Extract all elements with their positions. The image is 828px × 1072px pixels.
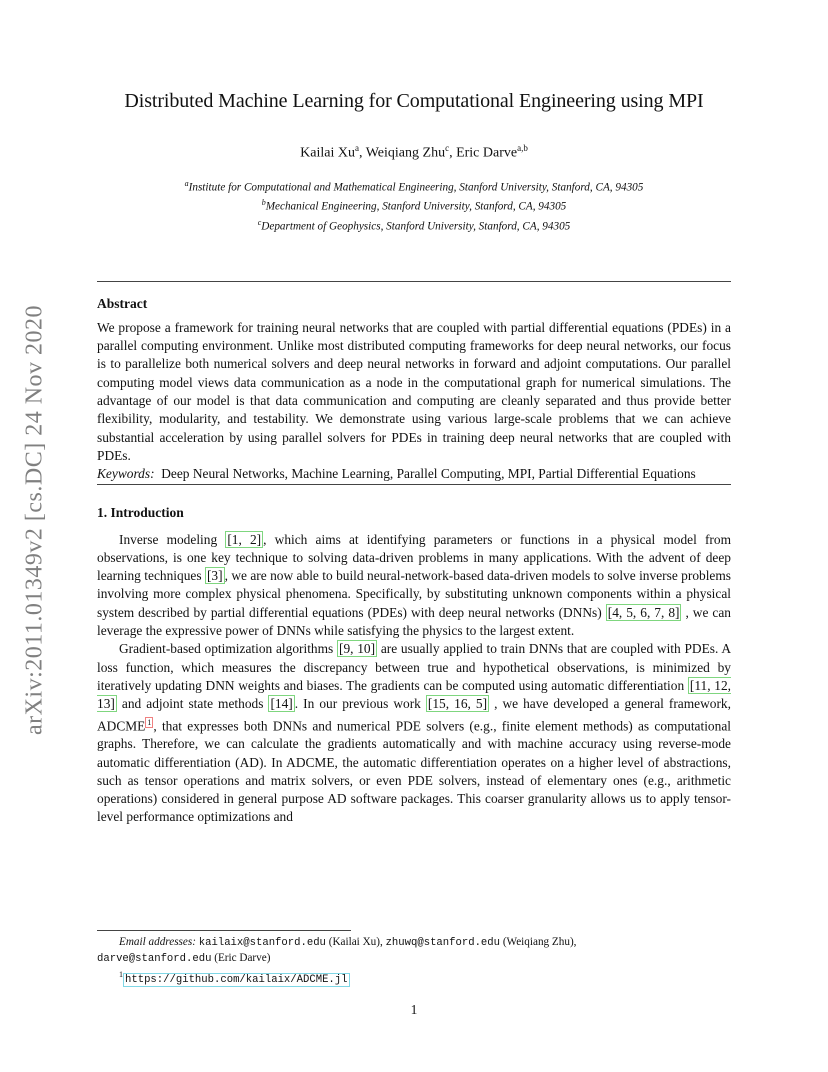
url-footnote bbox=[97, 967, 731, 988]
author-name: Weiqiang Zhu bbox=[365, 145, 446, 161]
email-link[interactable]: darve@stanford.edu bbox=[97, 953, 212, 965]
arxiv-identifier: arXiv:2011.01349v2 [cs.DC] 24 Nov 2020 bbox=[21, 304, 48, 736]
citation-link[interactable]: [14] bbox=[270, 696, 293, 712]
footnote-link[interactable]: 1 bbox=[147, 717, 152, 727]
page-number: 1 bbox=[410, 1002, 418, 1017]
footnote-rule bbox=[97, 930, 351, 931]
email-link[interactable]: kailaix@stanford.edu bbox=[198, 937, 326, 949]
keywords-text: Deep Neural Networks, Machine Learning, Parallel Computing, MPI, Partial Differential Equations bbox=[161, 466, 696, 482]
abstract-box bbox=[97, 281, 731, 485]
affiliation-c: $^c$Department of Geophysics, Stanford University, Stanford, CA, 94305 bbox=[257, 218, 571, 233]
abstract-text: We propose a framework for training neural networks that are coupled with partial differential equations (PDEs) in a parallel computing environment. Unlike most distributed computing frameworks for deep neural networks, our focus is to parallelize both numerical solvers and deep neural networks in forward and adjoint computations. Our parallel computing model views data communication as a node in the computational graph for numerical simulations. The advantage of our model is that data communication and computing are cleanly separated and thus provide better flexibility, modularity, and testability. We demonstrate using various large-scale problems that we can achieve substantial acceleration by using parallel solvers for PDEs in training deep neural networks that are coupled with PDEs. bbox=[97, 319, 731, 463]
author-list: Kailai Xu$^a$, Weiqiang Zhu$^c$, Eric Darve$^{a,b}$ bbox=[300, 143, 528, 161]
author-sup: a bbox=[354, 143, 359, 153]
citation-link[interactable]: [11, 12, 13] bbox=[97, 677, 731, 712]
abstract-top-rule bbox=[97, 281, 731, 282]
affiliation-b: $^b$Mechanical Engineering, Stanford University, Stanford, CA, 94305 bbox=[261, 198, 567, 214]
author-sup: a,b bbox=[517, 143, 528, 153]
author-name: Eric Darve bbox=[456, 145, 518, 161]
email-link[interactable]: zhuwq@stanford.edu bbox=[385, 937, 501, 949]
citation-link[interactable]: [1, 2] bbox=[227, 531, 262, 547]
affiliation-a: $^a$Institute for Computational and Mathematical Engineering, Stanford University, Stanford, CA, 94305 bbox=[184, 178, 644, 194]
footnotes bbox=[97, 930, 731, 988]
intro-paragraph-2: Gradient-based optimization algorithms [9, 10] are usually applied to train DNNs that are coupled with PDEs. A loss function, which measures the discrepancy between true and hypothetical observations, is minimized by iteratively updating DNN weights and biases. The gradients can be computed using automatic differentiation [11, 12, 13] and adjoint state methods [14] . In our previous work [15, 16, 5] , we have developed a general framework, ADCME $^1$ , that expresses both DNNs and numerical PDE solvers (e.g., finite element methods) as computational graphs. Therefore, we can calculate the gradients automatically and with machine accuracy using reverse-mode automatic differentiation (AD). In ADCME, the automatic differentiation operates on a higher level of abstractions, such as tensor operations and matrix solvers, or even PDE solvers, instead of elementary ones (e.g., arithmetic operations) considered in general purpose AD software packages. This coarser granularity allows us to apply tensor-level performance optimizations and bbox=[97, 641, 731, 825]
keywords bbox=[97, 465, 731, 483]
author-name: Kailai Xu bbox=[300, 145, 355, 161]
abstract-heading: Abstract bbox=[97, 295, 148, 311]
affiliations bbox=[97, 176, 731, 235]
citation-link[interactable]: [3] bbox=[206, 568, 223, 584]
citation-link[interactable]: [9, 10] bbox=[338, 641, 376, 657]
email-label: Email addresses: bbox=[119, 936, 196, 948]
paper-title: Distributed Machine Learning for Computational Engineering using MPI bbox=[124, 90, 704, 112]
keywords-label: Keywords: bbox=[97, 466, 155, 482]
footnote-number: 1 bbox=[119, 970, 123, 979]
intro-paragraph-1: Inverse modeling [1, 2] , which aims at identifying parameters or functions in a physical model from observations, is one key technique to solving data-driven problems in many applications. With the advent of deep learning techniques [3] , we are now able to build neural-network-based data-driven models to solve inverse problems involving more complex physical phenomena. Specifically, by substituting unknown components within a physical system described by partial differential equations (PDEs) with deep neural networks (DNNs) [4, 5, 6, 7, 8] , we can leverage the expressive power of DNNs while satisfying the physics to the largest extent. bbox=[97, 531, 732, 639]
author-sup: c bbox=[445, 143, 450, 153]
github-link[interactable]: https://github.com/kailaix/ADCME.jl bbox=[125, 973, 348, 986]
citation-link[interactable]: [4, 5, 6, 7, 8] bbox=[607, 604, 680, 620]
paper-page bbox=[97, 90, 731, 827]
abstract-bottom-rule bbox=[97, 484, 731, 485]
section-heading-introduction: 1. Introduction bbox=[97, 504, 184, 520]
email-footnote: Email addresses: kailaix@stanford.edu (Kailai Xu), zhuwq@stanford.edu (Weiqiang Zhu), darve@stanford.edu (Eric Darve) bbox=[97, 936, 577, 965]
citation-link[interactable]: [15, 16, 5] bbox=[427, 696, 488, 712]
